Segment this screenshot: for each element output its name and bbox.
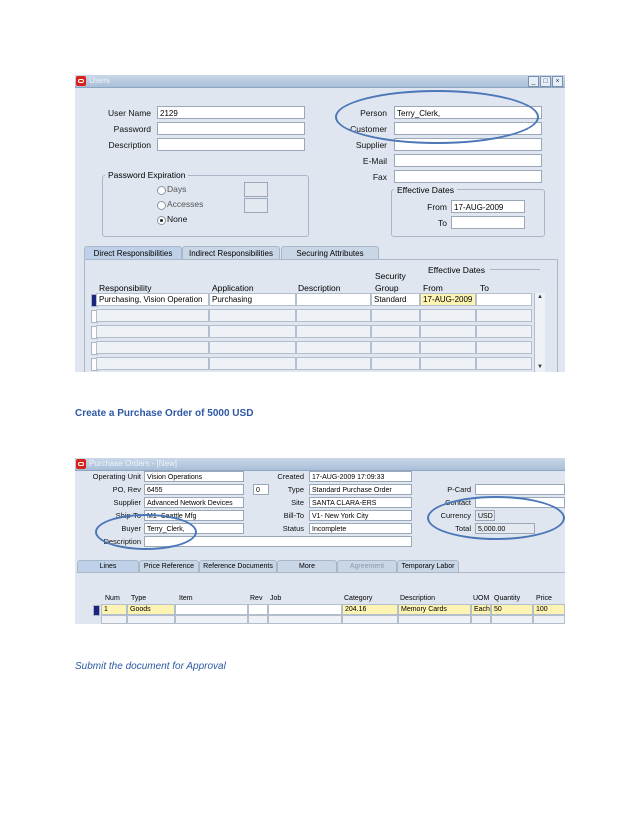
- to-header: To: [480, 283, 489, 293]
- quantity-cell[interactable]: 50: [491, 604, 533, 615]
- supplier-field[interactable]: Advanced Network Devices: [144, 497, 244, 508]
- effective-dates-divider: [490, 269, 540, 270]
- quantity-header: Quantity: [494, 595, 521, 602]
- table-cell[interactable]: [209, 309, 296, 322]
- item-cell[interactable]: [175, 604, 248, 615]
- num-header: Num: [105, 595, 120, 602]
- table-cell[interactable]: [175, 615, 248, 624]
- person-field[interactable]: Terry_Clerk,: [394, 106, 542, 119]
- person-highlight-ellipse: [335, 90, 539, 144]
- oracle-logo-icon: [76, 76, 86, 86]
- ship-to-label: Ship-To: [115, 511, 141, 520]
- table-cell[interactable]: [96, 341, 209, 354]
- password-field[interactable]: [157, 122, 305, 135]
- table-cell[interactable]: [209, 341, 296, 354]
- password-expiration-title: Password Expiration: [105, 170, 188, 180]
- table-cell[interactable]: [476, 357, 532, 370]
- line-description-cell[interactable]: Memory Cards: [398, 604, 471, 615]
- table-cell[interactable]: [268, 615, 342, 624]
- description-label: Description: [108, 140, 151, 150]
- table-cell[interactable]: [476, 325, 532, 338]
- to-date-field[interactable]: [451, 216, 525, 229]
- pcard-label: P-Card: [447, 485, 471, 494]
- currency-label: Currency: [440, 511, 471, 520]
- description-header: Description: [298, 283, 341, 293]
- table-cell[interactable]: [296, 357, 371, 370]
- type-label: Type: [287, 485, 304, 494]
- description-label: Description: [103, 537, 141, 546]
- po-title-bar: [75, 458, 565, 471]
- table-cell[interactable]: [371, 309, 420, 322]
- days-field[interactable]: [244, 182, 268, 197]
- num-cell[interactable]: 1: [101, 604, 127, 615]
- uom-cell[interactable]: Each: [471, 604, 491, 615]
- buyer-field[interactable]: Terry_Clerk,: [144, 523, 244, 534]
- table-cell[interactable]: [101, 615, 127, 624]
- scroll-down-icon[interactable]: ▼: [537, 364, 543, 370]
- responsibility-cell[interactable]: Purchasing, Vision Operation: [96, 293, 209, 306]
- users-window-title: Users: [89, 76, 110, 85]
- responsibility-header: Responsibility: [99, 283, 152, 293]
- application-header: Application: [212, 283, 254, 293]
- operating-unit-label: Operating Unit: [92, 472, 141, 481]
- group-header: Group: [375, 283, 399, 293]
- minimize-icon[interactable]: _: [528, 76, 539, 87]
- effective-dates-header: Effective Dates: [428, 265, 486, 275]
- table-cell[interactable]: [296, 341, 371, 354]
- category-cell[interactable]: 204.16: [342, 604, 398, 615]
- site-label: Site: [291, 498, 304, 507]
- table-cell[interactable]: [248, 615, 268, 624]
- type-cell[interactable]: Goods: [127, 604, 175, 615]
- users-title-bar: [75, 75, 565, 88]
- responsibilities-scrollbar[interactable]: [534, 293, 545, 372]
- caption-create-po: Create a Purchase Order of 5000 USD: [75, 408, 254, 419]
- created-label: Created: [277, 472, 304, 481]
- email-label: E-Mail: [362, 156, 387, 166]
- supplier-label: Supplier: [113, 498, 141, 507]
- from-label: From: [427, 202, 447, 212]
- table-cell[interactable]: [420, 309, 476, 322]
- bill-to-label: Bill-To: [283, 511, 304, 520]
- fax-field[interactable]: [394, 170, 542, 183]
- none-radio[interactable]: [157, 216, 166, 225]
- person-label: Person: [360, 108, 387, 118]
- table-cell[interactable]: [209, 325, 296, 338]
- accesses-field[interactable]: [244, 198, 268, 213]
- tab-lines[interactable]: Lines: [77, 560, 139, 572]
- revision-field[interactable]: 0: [253, 484, 269, 495]
- po-rev-label: PO, Rev: [112, 485, 141, 494]
- price-header: Price: [536, 595, 552, 602]
- description-field[interactable]: [157, 138, 305, 151]
- tab-price-reference[interactable]: Price Reference: [139, 560, 199, 572]
- maximize-icon[interactable]: □: [540, 76, 551, 87]
- to-cell[interactable]: [476, 293, 532, 306]
- table-cell[interactable]: [476, 341, 532, 354]
- users-window: [75, 75, 565, 372]
- buyer-label: Buyer: [121, 524, 141, 533]
- created-field[interactable]: 17-AUG-2009 17:09:33: [309, 471, 412, 482]
- from-header: From: [423, 283, 443, 293]
- table-cell[interactable]: [96, 325, 209, 338]
- table-cell[interactable]: [127, 615, 175, 624]
- table-cell[interactable]: [420, 357, 476, 370]
- description-cell[interactable]: [296, 293, 371, 306]
- table-cell[interactable]: [296, 325, 371, 338]
- status-field[interactable]: Incomplete: [309, 523, 412, 534]
- bill-to-field[interactable]: V1- New York City: [309, 510, 412, 521]
- currency-field[interactable]: USD: [475, 510, 495, 521]
- oracle-logo-icon: [76, 459, 86, 469]
- total-label: Total: [455, 524, 471, 533]
- password-expiration-group: [102, 175, 309, 237]
- table-cell[interactable]: [398, 615, 471, 624]
- security-group-cell[interactable]: Standard: [371, 293, 420, 306]
- tab-securing-attributes[interactable]: Securing Attributes: [281, 246, 379, 260]
- pcard-field[interactable]: [475, 484, 565, 495]
- days-radio[interactable]: [157, 186, 166, 195]
- table-cell[interactable]: [209, 357, 296, 370]
- scroll-up-icon[interactable]: ▲: [537, 294, 543, 300]
- description-header: Description: [400, 595, 436, 602]
- category-header: Category: [344, 595, 373, 602]
- supplier-label: Supplier: [355, 140, 387, 150]
- rev-cell[interactable]: [248, 604, 268, 615]
- password-label: Password: [113, 124, 151, 134]
- days-label: Days: [167, 184, 187, 194]
- table-cell[interactable]: [96, 357, 209, 370]
- table-cell[interactable]: [371, 357, 420, 370]
- tab-agreement[interactable]: Agreement: [337, 560, 397, 572]
- job-header: Job: [270, 595, 282, 602]
- effective-dates-group: [391, 189, 545, 237]
- effective-dates-title: Effective Dates: [394, 185, 457, 195]
- table-cell[interactable]: [420, 341, 476, 354]
- to-label: To: [438, 218, 447, 228]
- table-cell[interactable]: [471, 615, 491, 624]
- accesses-label: Accesses: [167, 199, 204, 209]
- tab-direct-responsibilities[interactable]: Direct Responsibilities: [84, 246, 182, 260]
- table-cell[interactable]: [491, 615, 533, 624]
- application-cell[interactable]: Purchasing: [209, 293, 296, 306]
- table-cell[interactable]: [371, 341, 420, 354]
- site-field[interactable]: SANTA CLARA-ERS: [309, 497, 412, 508]
- table-cell[interactable]: [342, 615, 398, 624]
- security-header: Security: [375, 271, 406, 281]
- table-cell[interactable]: [371, 325, 420, 338]
- customer-label: Customer: [350, 124, 387, 134]
- buyer-highlight-ellipse: [95, 514, 197, 550]
- total-field[interactable]: 5,000.00: [475, 523, 535, 534]
- operating-unit-field[interactable]: Vision Operations: [144, 471, 244, 482]
- table-cell[interactable]: [296, 309, 371, 322]
- user-name-field[interactable]: 2129: [157, 106, 305, 119]
- table-cell[interactable]: [96, 309, 209, 322]
- purchase-orders-window: [75, 458, 565, 624]
- caption-submit-approval: Submit the document for Approval: [75, 661, 226, 672]
- total-highlight-ellipse: [427, 496, 565, 540]
- tab-reference-documents[interactable]: Reference Documents: [199, 560, 277, 572]
- rev-header: Rev: [250, 595, 263, 602]
- uom-header: UOM: [473, 595, 490, 602]
- none-label: None: [167, 214, 188, 224]
- status-label: Status: [282, 524, 304, 533]
- item-header: Item: [179, 595, 193, 602]
- job-cell[interactable]: [268, 604, 342, 615]
- table-cell[interactable]: [476, 309, 532, 322]
- ship-to-field[interactable]: M1- Seattle Mfg: [144, 510, 244, 521]
- email-field[interactable]: [394, 154, 542, 167]
- tab-indirect-responsibilities[interactable]: Indirect Responsibilities: [182, 246, 280, 260]
- table-cell[interactable]: [420, 325, 476, 338]
- table-cell[interactable]: [533, 615, 565, 624]
- user-name-label: User Name: [108, 108, 151, 118]
- from-cell[interactable]: 17-AUG-2009: [420, 293, 476, 306]
- tab-temporary-labor[interactable]: Temporary Labor: [397, 560, 459, 572]
- tab-more[interactable]: More: [277, 560, 337, 572]
- accesses-radio[interactable]: [157, 201, 166, 210]
- current-line-marker[interactable]: [93, 605, 100, 616]
- contact-label: Contact: [445, 498, 471, 507]
- from-date-field[interactable]: 17-AUG-2009: [451, 200, 525, 213]
- po-window-title: Purchase Orders - [New]: [89, 459, 178, 468]
- type-header: Type: [131, 595, 147, 602]
- type-field[interactable]: Standard Purchase Order: [309, 484, 412, 495]
- close-icon[interactable]: ×: [552, 76, 563, 87]
- fax-label: Fax: [372, 172, 387, 182]
- price-cell[interactable]: 100: [533, 604, 565, 615]
- po-number-field[interactable]: 6455: [144, 484, 244, 495]
